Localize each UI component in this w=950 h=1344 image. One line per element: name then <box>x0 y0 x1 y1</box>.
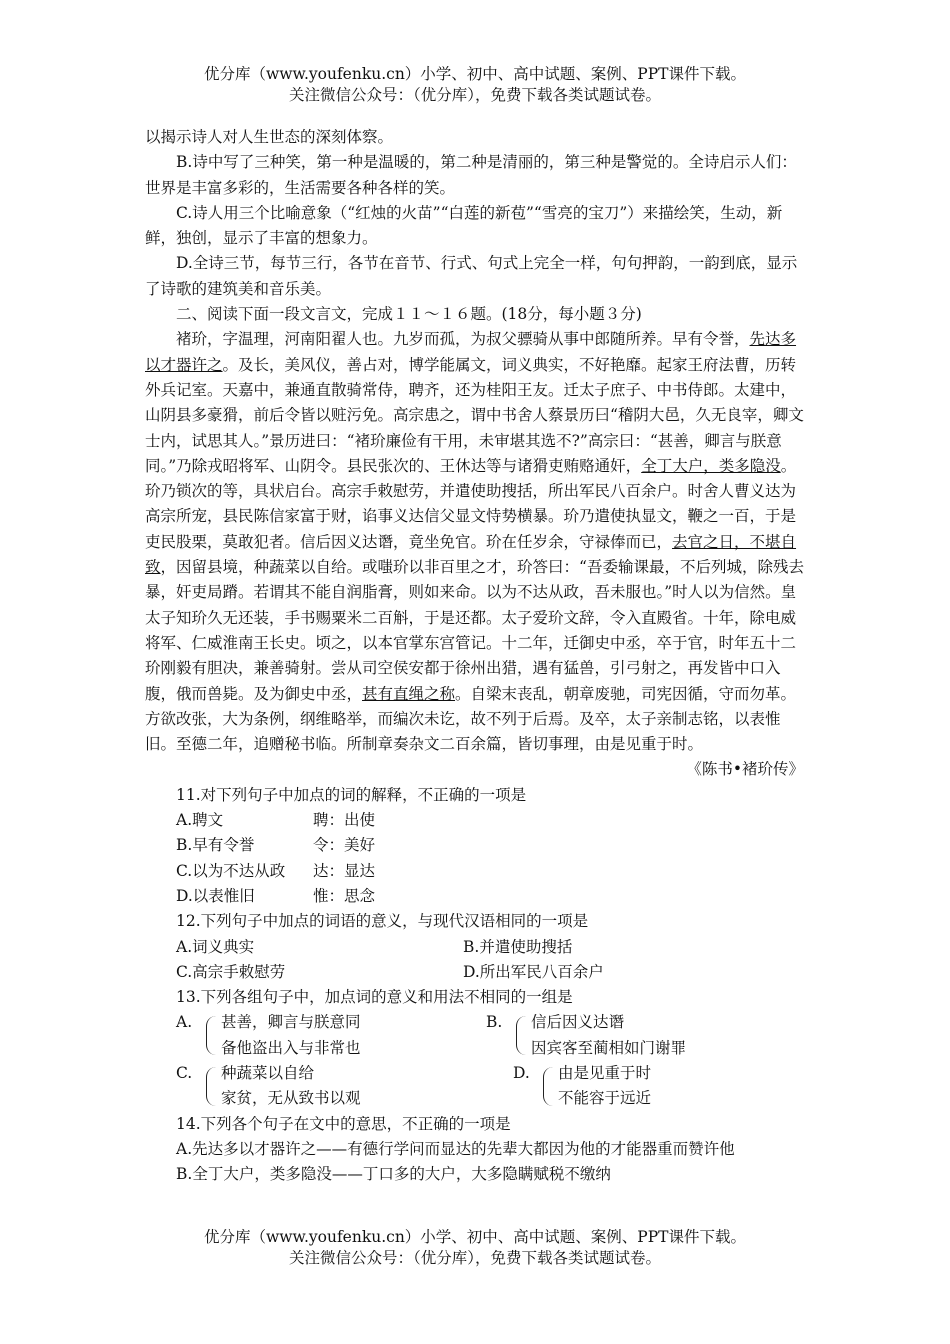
q14-option-b: B.全丁大户，类多隐没——丁口多的大户，大多隐瞒赋税不缴纳 <box>176 1165 611 1184</box>
q14-option-a: A.先达多以才器许之——有德行学问而显达的先辈大都因为他的才能器重而赞许他 <box>176 1139 735 1158</box>
q11-option-gloss: 聘：出使 <box>313 811 376 830</box>
q11-option-text: D.以表惟旧 <box>176 886 255 905</box>
q13-a-line-2: 备他盗出入与非常也 <box>221 1038 361 1057</box>
question-12-stem: 12.下列句子中加点的词语的意义，与现代汉语相同的一项是 <box>176 912 589 931</box>
q12-option-d: D.所出军民八百余户 <box>463 962 604 981</box>
option-d: D.全诗三节，每节三行，各节在音节、行式、句式上完全一样，句句押韵，一韵到底，显示了诗歌的建筑美和音乐美。 <box>145 254 798 298</box>
q11-option-d <box>145 884 810 909</box>
q12-row-1 <box>145 935 810 960</box>
q13-option-d <box>473 1061 810 1112</box>
brace-icon <box>202 1010 361 1061</box>
q11-option-gloss: 令：美好 <box>313 836 376 855</box>
brace-icon <box>512 1010 686 1061</box>
q13-d-line-1: 由是见重于时 <box>558 1063 652 1082</box>
q13-d-line-2: 不能容于远近 <box>558 1089 652 1108</box>
question-14-stem: 14.下列各个句子在文中的意思，不正确的一项是 <box>176 1114 511 1133</box>
q11-option-text: A.聘文 <box>176 811 224 830</box>
q11-option-a <box>145 808 810 833</box>
question-11-stem: 11.对下列句子中加点的词的解释，不正确的一项是 <box>176 785 527 804</box>
q12-option-c: C.高宗手敕慰劳 <box>176 962 286 981</box>
q13-b-line-2: 因宾客至蔺相如门谢罪 <box>531 1038 687 1057</box>
q13-option-c <box>176 1061 473 1112</box>
underlined-sentence-2: 全丁大户，类多隐没 <box>641 456 781 475</box>
page-footer <box>0 1227 950 1269</box>
q11-option-gloss: 达：显达 <box>313 861 376 880</box>
footer-line-2: 关注微信公众号：（优分库），免费下载各类试题试卷。 <box>288 1249 661 1267</box>
q11-option-text: B.早有令誉 <box>176 836 255 855</box>
q11-option-b <box>145 833 810 858</box>
q13-label-d: D. <box>513 1063 530 1082</box>
passage-text: 。自梁末丧乱，朝章废驰，司宪因循，守而勿革。方欲改张，大为条例，纲维略举，而编次未讫，故不列于后焉。及卒，太子亲制志铭，以表惟旧。至德二年，追赠秘书临。所制章奏杂文二百余篇，皆切事理，由是见重于时。 <box>145 684 797 754</box>
q13-c-line-2: 家贫，无从致书以观 <box>221 1089 361 1108</box>
q13-row-2 <box>145 1061 810 1112</box>
passage-text: 。玠乃锁次的等，具状启台。高宗手敕慰劳，并遣使助搜括，所出军民八百余户。时舍人曹义达为高宗所宠，县民陈信家富于财，谄事义达信父显文恃势横暴。玠乃遣使执显文，鞭之一百，于是吏民股栗，莫敢犯者。信后因义达谮，竟坐免官。玠在任岁余，守禄俸而已， <box>145 456 797 551</box>
underlined-sentence-1: 先达多以才器许之 <box>145 330 797 374</box>
section-title: 二、阅读下面一段文言文，完成１１～１６题。(18分，每小题３分) <box>176 305 642 324</box>
question-13-stem: 13.下列各组句子中，加点词的意义和用法不相同的一组是 <box>176 988 573 1007</box>
q13-label-c: C. <box>176 1063 193 1082</box>
underlined-sentence-4: 甚有直绳之称 <box>362 684 456 703</box>
q13-label-b: B. <box>486 1013 503 1032</box>
option-c: C.诗人用三个比喻意象（“红烛的火苗”“白莲的新苞”“雪亮的宝刀”）来描绘笑，生动，新鲜，独创，显示了丰富的想象力。 <box>145 203 783 248</box>
q13-a-line-1: 甚善，卿言与朕意同 <box>221 1013 361 1032</box>
document-body <box>145 125 810 1187</box>
q11-option-text: C.以为不达从政 <box>176 861 286 880</box>
classical-passage <box>145 327 810 757</box>
page-header <box>0 64 950 106</box>
brace-icon <box>539 1061 651 1112</box>
underlined-sentence-3: 去官之日，不堪自致 <box>145 532 797 577</box>
q12-row-2 <box>145 960 810 985</box>
passage-text: 褚玠，字温理，河南阳翟人也。九岁而孤，为叔父骠骑从事中郎随所养。早有令誉， <box>176 330 750 349</box>
passage-text: ，因留县境，种蔬菜以自给。或嗤玠以非百里之才，玠答曰：“吾委输课最，不后列城，除残去暴，奸吏局蹐。若谓其不能自润脂膏，则如来命。以为不达从政，吾未服也。”时人以为信然。皇太子知玠久无还装，手书赐粟米二百斛，于是还都。太子爱玠文辞，令入直殿省。十年，除电威将军、仁威淮南王长史。顷之，以本官掌东宫管记。十二年，迁御史中丞，卒于官，时年五十二玠刚毅有胆决，兼善骑射。尝从司空侯安都于徐州出猎，遇有猛兽，引弓射之，再发皆中口入腹，俄而兽毙。及为御史中丞， <box>145 558 804 703</box>
q12-option-a: A.词义典实 <box>176 937 255 956</box>
q12-option-b: B.并遣使助搜括 <box>463 937 573 956</box>
header-line-1: 优分库（www.youfenku.cn）小学、初中、高中试题、案例、PPT课件下载。 <box>203 65 747 83</box>
brace-icon <box>202 1061 361 1112</box>
footer-line-1: 优分库（www.youfenku.cn）小学、初中、高中试题、案例、PPT课件下载。 <box>203 1228 747 1246</box>
q11-option-c <box>145 859 810 884</box>
q13-option-a <box>176 1010 486 1061</box>
q13-c-line-1: 种蔬菜以自给 <box>221 1063 315 1082</box>
q13-option-b <box>486 1010 796 1061</box>
passage-text: 。及长，美风仪，善占对，博学能属文，词义典实，不好艳靡。起家王府法曹，历转外兵记室。天嘉中，兼通直散骑常侍，聘齐，还为桂阳王友。迁太子庶子、中书侍郎。太建中，山阴县多豪猾，前后令皆以赃污免。高宗患之，谓中书舍人蔡景历曰“稽阴大邑，久无良宰，卿文士内，试思其人。”景历进曰：“褚玠廉俭有干用，未审堪其选不?”高宗曰：“甚善，卿言与朕意同。”乃除戎昭将军、山阴令。县民张次的、王休达等与诸猾吏贿赂通奸， <box>145 355 804 475</box>
q13-b-line-1: 信后因义达谮 <box>531 1013 625 1032</box>
passage-source: 《陈书•褚玠传》 <box>686 760 804 779</box>
q13-label-a: A. <box>176 1013 193 1032</box>
q13-row-1 <box>145 1010 810 1061</box>
q11-option-gloss: 惟：思念 <box>313 886 376 905</box>
header-line-2: 关注微信公众号：（优分库），免费下载各类试题试卷。 <box>288 86 661 104</box>
option-b: B.诗中写了三种笑，第一种是温暖的，第二种是清丽的，第三种是警觉的。全诗启示人们：世界是丰富多彩的，生活需要各种各样的笑。 <box>145 153 797 197</box>
continued-line: 以揭示诗人对人生世态的深刻体察。 <box>145 128 394 146</box>
